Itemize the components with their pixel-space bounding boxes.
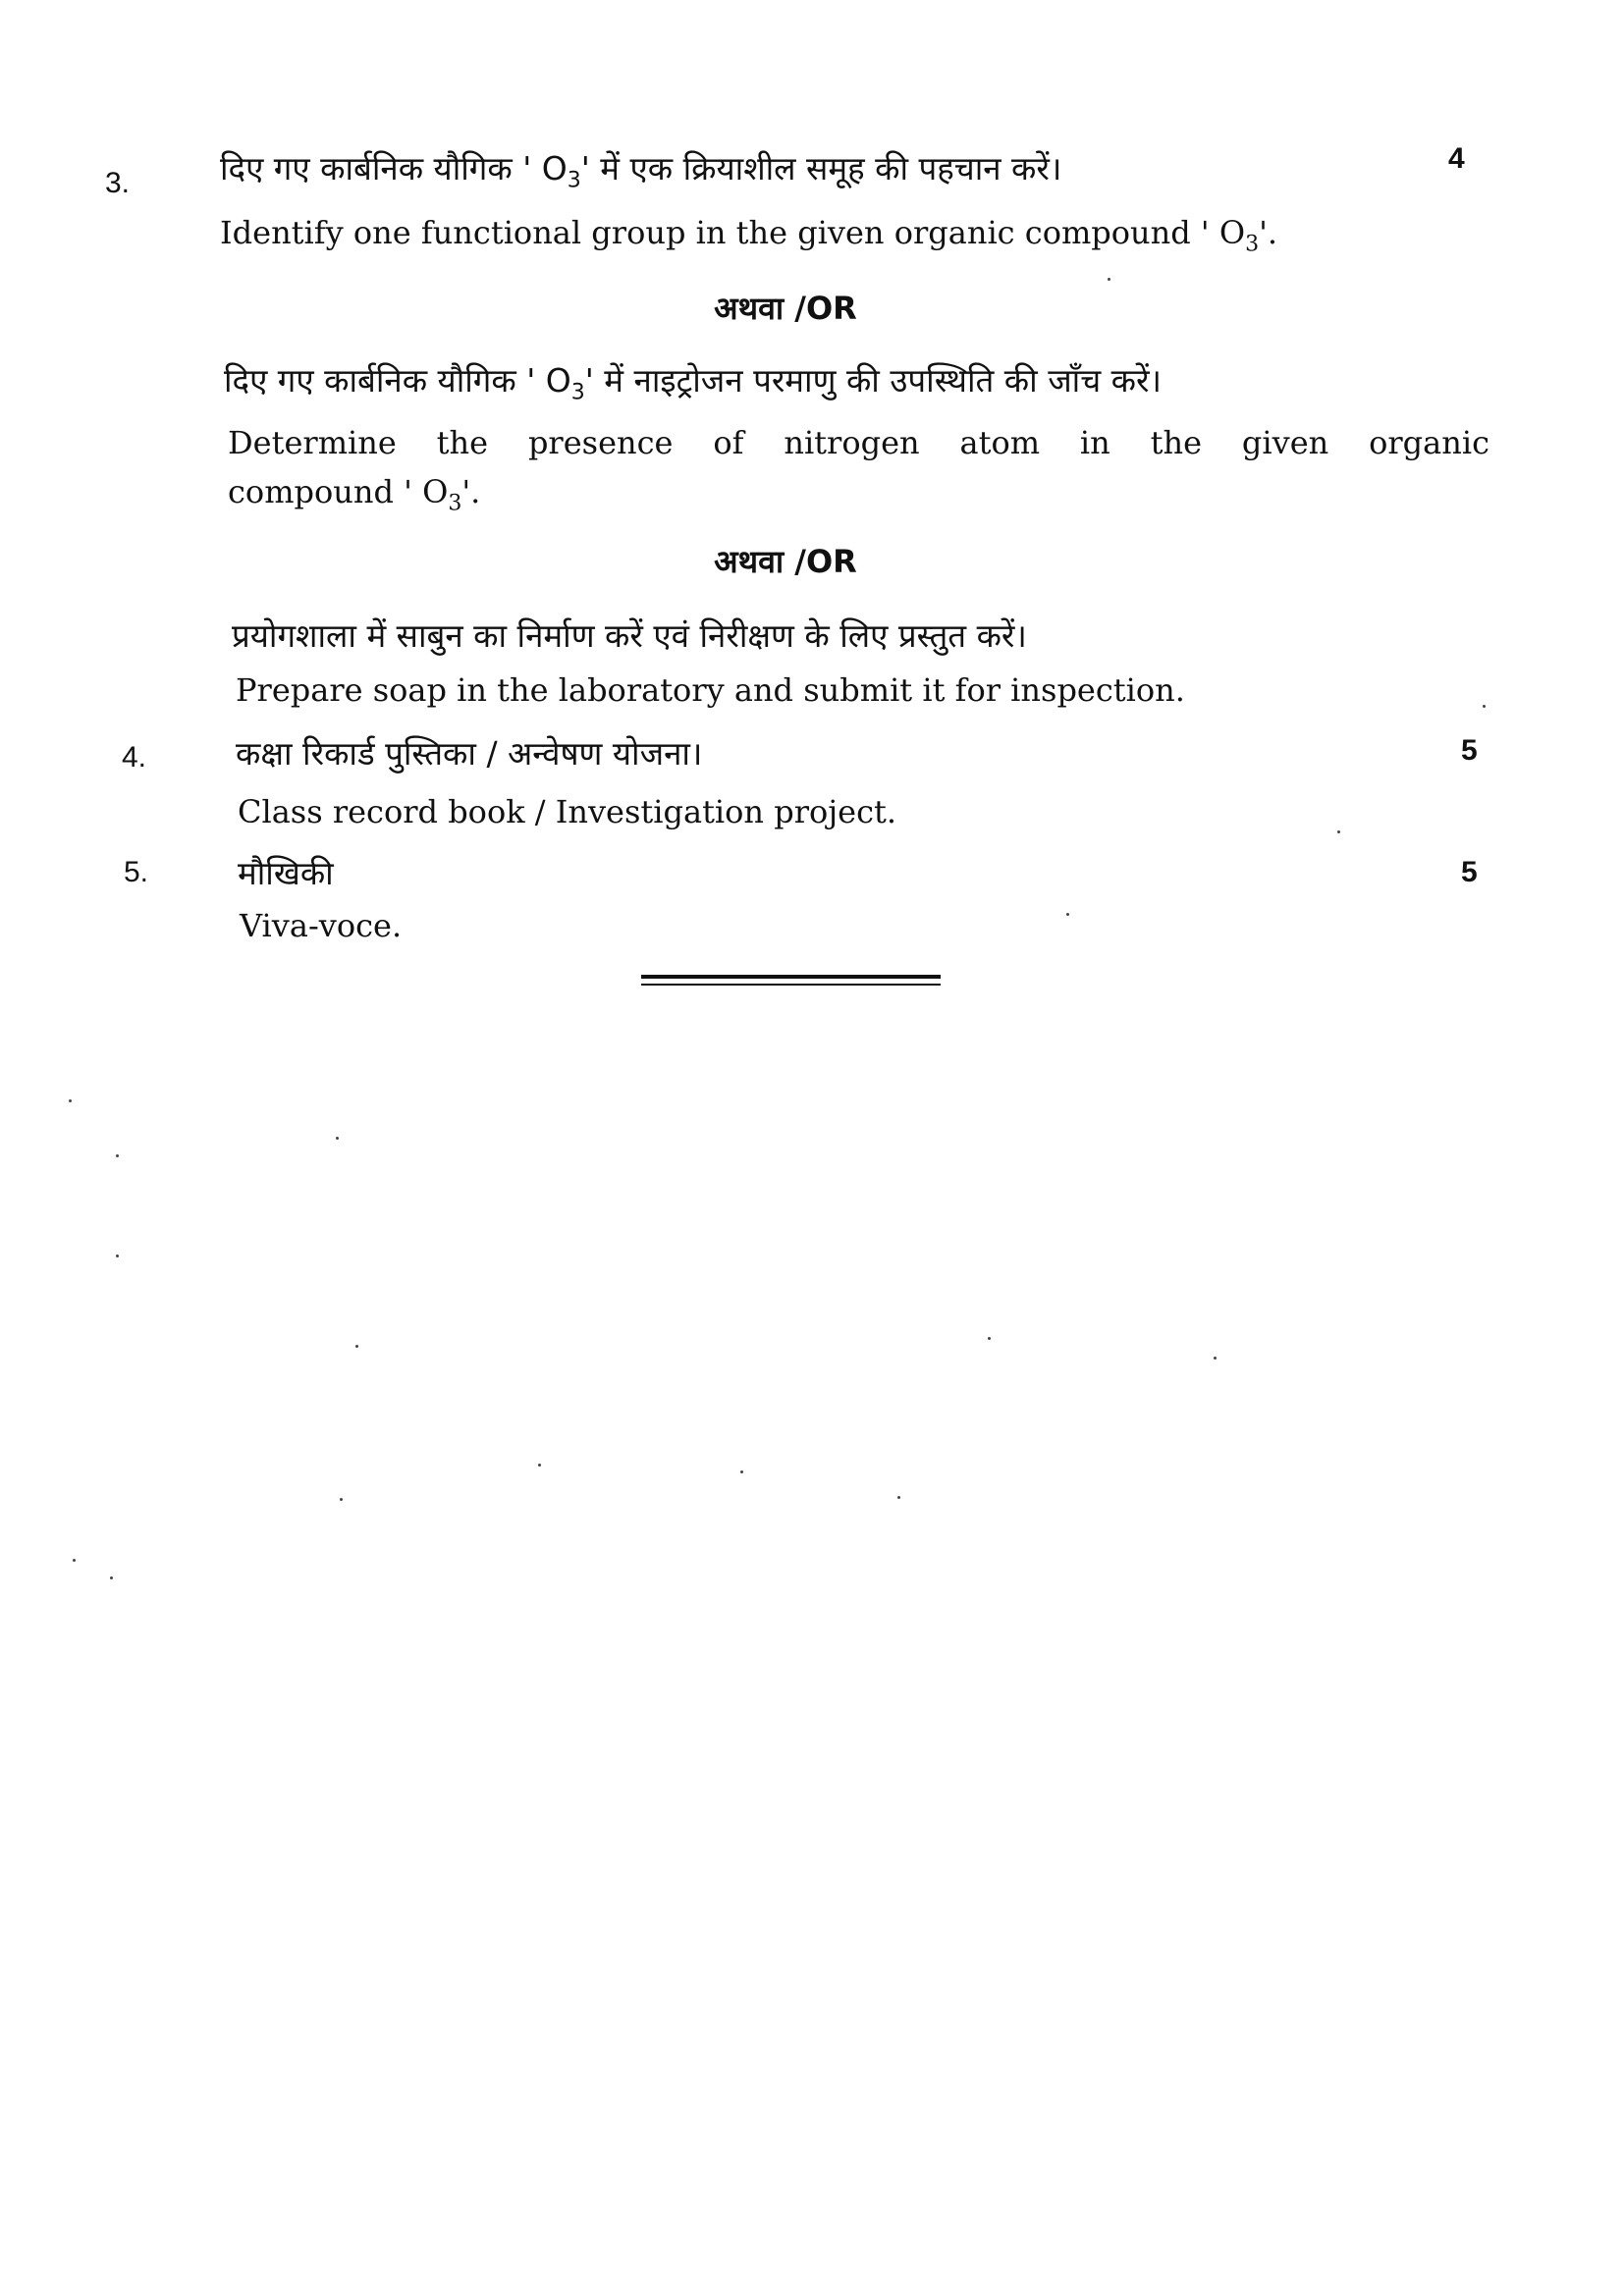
question-4-marks: 5 — [1461, 734, 1478, 767]
question-3-option-b-english-line2: compound ' $O_3'$. — [228, 473, 481, 516]
or-divider-1: अथवा /OR — [714, 290, 857, 327]
question-5-english: Viva-voce. — [240, 907, 403, 944]
scan-speck — [355, 1345, 358, 1348]
question-3-option-a-english: Identify one functional group in the given organic compound ' $O_3'$. — [220, 214, 1278, 257]
scan-speck — [73, 1559, 76, 1562]
scan-speck — [116, 1154, 119, 1157]
scan-speck — [1108, 278, 1110, 281]
scan-speck — [538, 1464, 541, 1467]
question-5-marks: 5 — [1461, 856, 1478, 888]
scan-speck — [336, 1137, 339, 1140]
scan-speck — [340, 1498, 343, 1501]
scan-speck — [1483, 705, 1486, 708]
question-3-option-b-hindi: दिए गए कार्बनिक यौगिक ' $O_3'$ में नाइट्रोजन परमाणु की उपस्थिति की जाँच करें। — [224, 361, 1163, 405]
scan-speck — [1214, 1357, 1217, 1360]
end-rule-bottom — [641, 984, 941, 986]
scan-speck — [110, 1576, 113, 1579]
or-divider-2: अथवा /OR — [714, 543, 857, 580]
scan-speck — [897, 1496, 900, 1499]
scan-speck — [116, 1255, 119, 1257]
question-4-english: Class record book / Investigation project. — [238, 793, 897, 830]
scan-speck — [1066, 913, 1069, 916]
question-3-option-a-hindi: दिए गए कार्बनिक यौगिक ' $O_3'$ में एक क्रियाशील समूह की पहचान करें। — [220, 149, 1062, 193]
question-4-hindi: कक्षा रिकार्ड पुस्तिका / अन्वेषण योजना। — [236, 734, 703, 773]
question-5-number: 5. — [124, 856, 149, 888]
question-4-number: 4. — [122, 741, 147, 774]
scan-speck — [740, 1470, 743, 1473]
question-5-hindi: मौखिकी — [238, 854, 334, 892]
question-3-option-c-hindi: प्रयोगशाला में साबुन का निर्माण करें एवं निरीक्षण के लिए प्रस्तुत करें। — [232, 616, 1027, 655]
end-rule-top — [641, 975, 941, 979]
question-3-option-b-english-line1: Determine the presence of nitrogen atom in the given organic — [228, 424, 1489, 461]
question-3-number: 3. — [105, 167, 131, 199]
scan-speck — [1337, 830, 1340, 833]
scan-speck — [69, 1099, 72, 1102]
question-3-option-c-english: Prepare soap in the laboratory and submit it for inspection. — [236, 671, 1185, 709]
scan-speck — [988, 1337, 991, 1340]
question-3-marks: 4 — [1448, 142, 1465, 175]
